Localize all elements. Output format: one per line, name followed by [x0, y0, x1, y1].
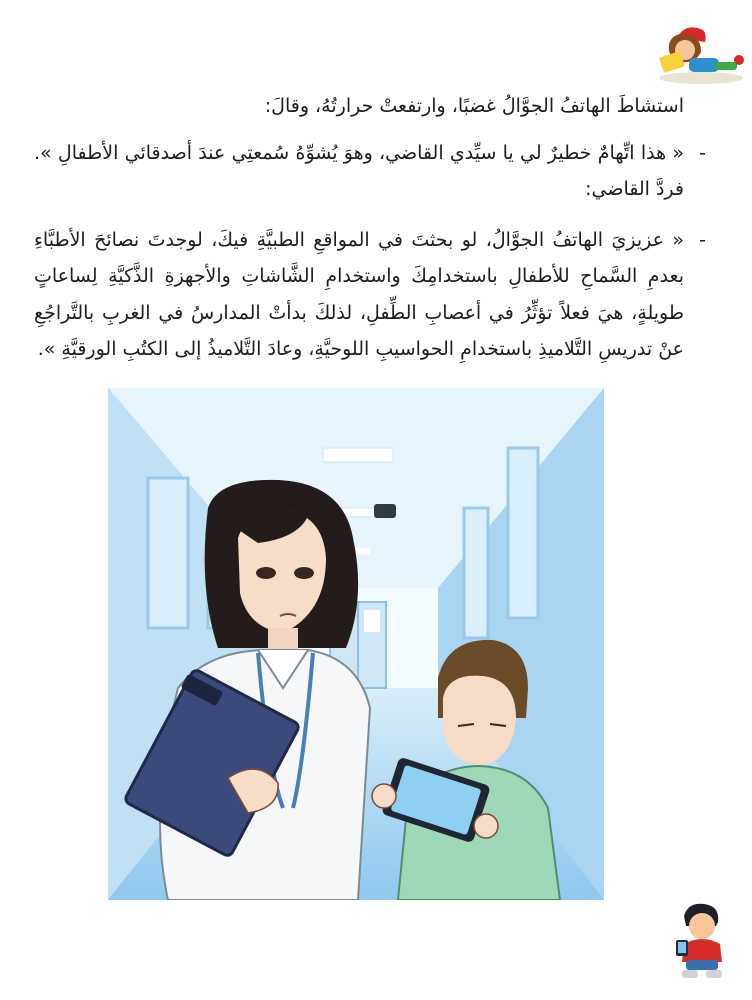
boy-with-phone-icon — [666, 900, 736, 984]
story-text — [34, 88, 706, 382]
dialogue-paragraph-2 — [34, 222, 706, 368]
reading-girl-icon — [655, 24, 747, 86]
dialogue-text-1: « هذا اتِّهامٌ خطيرٌ لي يا سيِّدي القاضي، وهوَ يُشوِّهُ سُمعتِي عندَ أصدقائي الأطفالِ ». فردَّ القاضي: — [34, 141, 684, 200]
dialogue-dash: - — [699, 141, 706, 164]
dialogue-paragraph-1 — [34, 135, 706, 208]
dialogue-dash: - — [699, 228, 706, 251]
dialogue-text-2: « عزيزيَ الهاتفُ الجوَّالُ، لو بحثتَ في المواقعِ الطبيَّةِ فيكَ، لوجدتَ نصائحَ الأطبَّاءِ بعدمِ السَّماحِ للأطفالِ باستخدامِكَ واستخدامِ الشَّاشاتِ والأجهزةِ الذَّكيَّةِ لِساعاتٍ طويلةٍ، هيَ فعلاً تؤثِّرُ في أعصابِ الطِّفلِ، لذلكَ بدأتْ المدارسُ في الغربِ بالتَّراجُعِ عنْ تدريسِ التَّلاميذِ باستخدامِ الحواسيبِ اللوحيَّةِ، وعادَ التَّلاميذُ إلى الكتُبِ الورقيَّةِ ». — [34, 228, 684, 360]
intro-paragraph: استشاطَ الهاتفُ الجوَّالُ غضبًا، وارتفعتْ حرارتُهُ، وقالَ: — [264, 95, 684, 117]
nurse-and-boy-with-tablet-illustration — [108, 388, 604, 900]
